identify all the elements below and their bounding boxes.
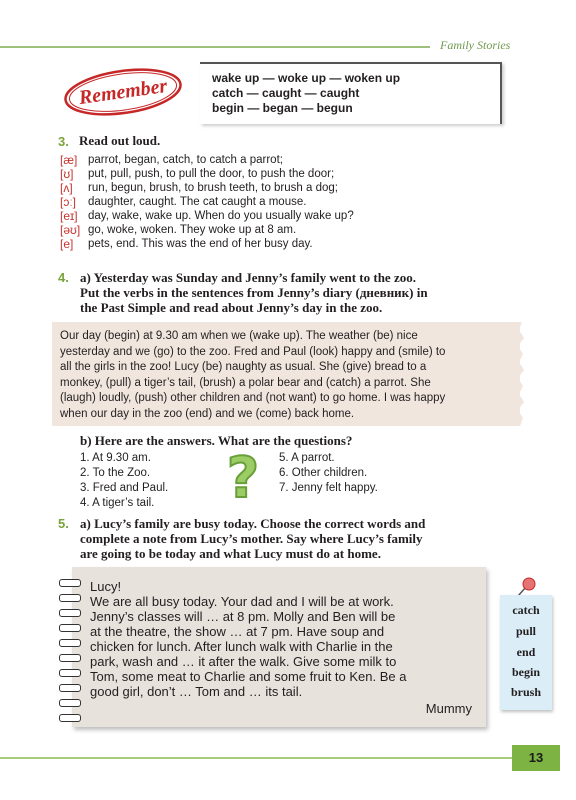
- phonetic-symbol: [æ]: [60, 153, 78, 167]
- remember-line: catch — caught — caught: [212, 86, 360, 100]
- page-number: 13: [512, 745, 560, 771]
- task-number: 3.: [58, 134, 69, 149]
- binder-ring: [59, 654, 81, 662]
- phonetic-symbol: [ɔː]: [60, 195, 77, 209]
- task-title: a) Yesterday was Sunday and Jenny’s family went to the zoo.: [80, 270, 416, 285]
- phonetic-symbol: [əʊ]: [60, 223, 81, 237]
- answer-item: 7. Jenny felt happy.: [279, 482, 378, 494]
- note-line: Jenny’s classes will … at 8 pm. Molly and Ben will be: [90, 609, 396, 624]
- answer-item: 6. Other children.: [279, 467, 368, 479]
- remember-line: begin — began — begun: [212, 101, 353, 115]
- note-line: at the theatre, the show … at 7 pm. Have soup and: [90, 624, 385, 639]
- note-line: Lucy!: [90, 579, 122, 594]
- word-bank-item: end: [516, 645, 536, 659]
- diary-note: [52, 322, 520, 426]
- remember-stamp: [60, 63, 186, 119]
- binder-ring: [59, 639, 81, 647]
- phonetic-row: go, woke, woken. They woke up at 8 am.: [88, 224, 297, 236]
- mother-note: [72, 567, 486, 727]
- task-number: 4.: [58, 270, 69, 285]
- task-title: complete a note from Lucy’s mother. Say where Lucy’s family: [80, 531, 423, 546]
- running-header: Family Stories: [440, 38, 511, 52]
- answer-item: 5. A parrot.: [279, 452, 335, 464]
- task-title: Read out loud.: [79, 133, 161, 148]
- binder-ring: [59, 684, 81, 692]
- binder-ring: [59, 579, 81, 587]
- phonetic-symbol: [ʌ]: [60, 181, 73, 195]
- word-bank-item: catch: [512, 603, 540, 617]
- word-bank-item: brush: [510, 685, 542, 699]
- note-line: Tom, some meat to Charlie and some fruit to Ken. Be a: [90, 669, 407, 684]
- binder-ring: [59, 594, 81, 602]
- binder-ring: [59, 699, 81, 707]
- diary-line: all the girls in the zoo! Lucy (be) naughty as usual. She (give) bread to a: [60, 361, 427, 373]
- answer-item: 1. At 9.30 am.: [80, 452, 151, 464]
- note-line: We are all busy today. Your dad and I will be at work.: [90, 594, 394, 609]
- phonetic-symbol: [eɪ]: [60, 209, 78, 223]
- note-signature: Mummy: [425, 701, 472, 716]
- task-number: 5.: [58, 516, 69, 531]
- phonetic-row: pets, end. This was the end of her busy day.: [88, 238, 313, 250]
- header-rule: [0, 46, 430, 48]
- task-title: the Past Simple and read about Jenny’s day in the zoo.: [80, 300, 383, 315]
- note-line: chicken for lunch. After lunch walk with Charlie in the: [90, 639, 393, 654]
- phonetic-row: parrot, began, catch, to catch a parrot;: [88, 154, 283, 166]
- question-mark-icon: [215, 447, 271, 505]
- binder-ring: [59, 669, 81, 677]
- footer-rule: [0, 757, 512, 759]
- torn-edge: [514, 322, 526, 426]
- note-line: good girl, don’t … Tom and … its tail.: [90, 684, 303, 699]
- phonetic-row: day, wake, wake up. When do you usually wake up?: [88, 210, 354, 222]
- remember-line: wake up — woke up — woken up: [212, 71, 401, 85]
- note-line: park, wash and … it after the walk. Give some milk to: [90, 654, 397, 669]
- question-mark-glyph: ?: [226, 447, 260, 505]
- answer-item: 3. Fred and Paul.: [80, 482, 169, 494]
- phonetic-row: run, begun, brush, to brush teeth, to brush a dog;: [88, 182, 338, 194]
- remember-stamp-text: Remember: [77, 74, 169, 110]
- binder-ring: [59, 714, 81, 722]
- task-title: a) Lucy’s family are busy today. Choose the correct words and: [80, 516, 426, 531]
- diary-line: Our day (begin) at 9.30 am when we (wake up). The weather (be) nice: [60, 330, 418, 342]
- task-title: are going to be today and what Lucy must do at home.: [80, 546, 381, 561]
- word-bank-item: pull: [515, 624, 536, 638]
- phonetic-row: put, pull, push, to pull the door, to push the door;: [88, 168, 335, 180]
- answer-item: 4. A tiger’s tail.: [80, 497, 155, 509]
- word-bank-card: [500, 595, 552, 710]
- diary-line: (laugh) loudly, (push) other children and (not want) to go home. I was happy: [60, 392, 446, 404]
- phonetic-symbol: [ʊ]: [60, 167, 74, 181]
- task-title: b) Here are the answers. What are the questions?: [80, 433, 353, 448]
- diary-line: when our day in the zoo (end) and we (come) back home.: [60, 407, 355, 420]
- diary-line: yesterday and we (go) to the zoo. Fred and Paul (look) happy and (smile) to: [60, 345, 446, 358]
- binder-ring: [59, 609, 81, 617]
- word-bank-item: begin: [511, 665, 540, 679]
- diary-line: monkey, (pull) a tiger’s tail, (brush) a polar bear and (catch) a parrot. She: [60, 376, 431, 389]
- answer-item: 2. To the Zoo.: [80, 467, 151, 479]
- phonetic-row: daughter, caught. The cat caught a mouse.: [88, 196, 307, 208]
- phonetic-symbol: [e]: [60, 237, 74, 251]
- binder-ring: [59, 624, 81, 632]
- task-title: Put the verbs in the sentences from Jenny’s diary (дневник) in: [80, 285, 428, 300]
